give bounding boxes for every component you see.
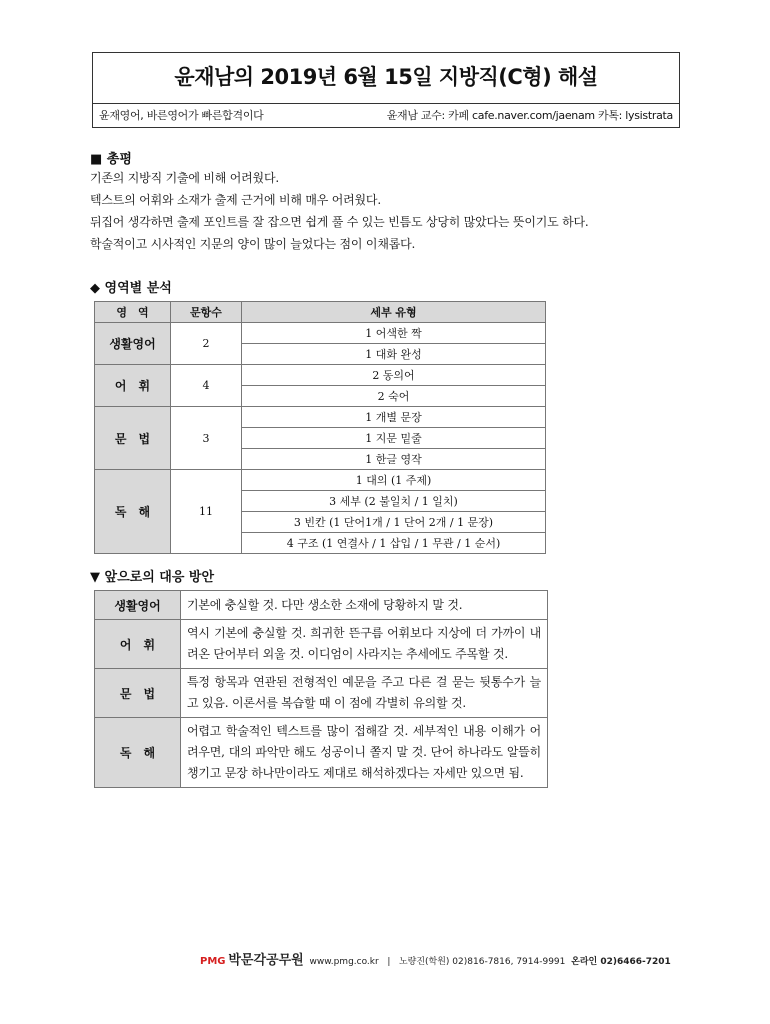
table-row — [95, 591, 548, 620]
slogan: 윤재영어, 바른영어가 빠른합격이다 — [99, 109, 264, 122]
area-name: 문 법 — [95, 407, 171, 470]
table-row — [95, 365, 546, 386]
detail-item: 4 구조 (1 연결사 / 1 삽입 / 1 무관 / 1 순서) — [242, 533, 546, 554]
contact-info: 윤재남 교수: 카페 cafe.naver.com/jaenam 카톡: lysistrata — [386, 109, 673, 122]
header-box — [92, 52, 680, 128]
footer-separator: | — [387, 957, 391, 967]
plan-text: 역시 기본에 충실할 것. 희귀한 뜬구름 어휘보다 지상에 더 가까이 내려온 단어부터 외울 것. 이디엄이 사라지는 추세에도 주목할 것. — [181, 620, 548, 669]
online-contact: 온라인 02)6466-7201 — [571, 957, 671, 967]
area-count: 4 — [171, 365, 242, 407]
detail-item: 3 세부 (2 불일치 / 1 일치) — [242, 491, 546, 512]
plan-heading: ▼ 앞으로의 대응 방안 — [90, 570, 215, 585]
area-count: 11 — [171, 470, 242, 554]
detail-item: 3 빈칸 (1 단어1개 / 1 단어 2개 / 1 문장) — [242, 512, 546, 533]
detail-item: 1 대화 완성 — [242, 344, 546, 365]
plan-text: 특정 항목과 연관된 전형적인 예문을 주고 다른 걸 묻는 뒷통수가 늘고 있음. 이론서를 복습할 때 이 점에 각별히 유의할 것. — [181, 669, 548, 718]
overview-line: 학술적이고 시사적인 지문의 양이 많이 늘었다는 점이 이채롭다. — [90, 237, 416, 251]
area-name: 어 휘 — [95, 365, 171, 407]
detail-item: 1 어색한 짝 — [242, 323, 546, 344]
document-title: 윤재남의 2019년 6월 15일 지방직(C형) 해설 — [174, 65, 598, 89]
detail-item: 2 숙어 — [242, 386, 546, 407]
area-name: 문 법 — [95, 669, 181, 718]
area-name: 독 해 — [95, 718, 181, 788]
analysis-heading: ◆ 영역별 분석 — [90, 281, 172, 296]
area-name: 어 휘 — [95, 620, 181, 669]
detail-item: 1 지문 밑줄 — [242, 428, 546, 449]
detail-item: 2 동의어 — [242, 365, 546, 386]
plan-text: 어렵고 학술적인 텍스트를 많이 접해갈 것. 세부적인 내용 이해가 어려우면, 대의 파악만 해도 성공이니 쫄지 말 것. 단어 하나라도 알뜰히 챙기고 문장 하나만이라도 제대로 해석하겠다는 자세만 있으면 됨. — [181, 718, 548, 788]
detail-item: 1 대의 (1 주제) — [242, 470, 546, 491]
overview-line: 기존의 지방직 기출에 비해 어려웠다. — [90, 171, 279, 185]
table-row — [95, 407, 546, 428]
detail-item: 1 개별 문장 — [242, 407, 546, 428]
header-count: 문항수 — [171, 302, 242, 323]
area-count: 3 — [171, 407, 242, 470]
header-detail: 세부 유형 — [242, 302, 546, 323]
analysis-table — [94, 301, 546, 554]
header-subline — [93, 103, 679, 127]
campus-contact: 노량진(학원) 02)816-7816, 7914-9991 — [398, 957, 566, 967]
footer — [200, 949, 671, 968]
header-area: 영 역 — [95, 302, 171, 323]
plan-text: 기본에 충실할 것. 다만 생소한 소재에 당황하지 말 것. — [181, 591, 548, 620]
overview-line: 뒤집어 생각하면 출제 포인트를 잘 잡으면 쉽게 풀 수 있는 빈틈도 상당히 많았다는 뜻이기도 하다. — [90, 215, 589, 229]
table-row — [95, 470, 546, 491]
table-row — [95, 718, 548, 788]
area-name: 독 해 — [95, 470, 171, 554]
brand-name: 박문각공무원 — [228, 953, 304, 968]
detail-item: 1 한글 영작 — [242, 449, 546, 470]
pmg-logo: PMG — [200, 956, 226, 967]
table-header-row — [95, 302, 546, 323]
table-row — [95, 620, 548, 669]
table-row — [95, 669, 548, 718]
table-row — [95, 323, 546, 344]
overview-line: 텍스트의 어휘와 소재가 출제 근거에 비해 매우 어려웠다. — [90, 193, 381, 207]
area-count: 2 — [171, 323, 242, 365]
area-name: 생활영어 — [95, 591, 181, 620]
area-name: 생활영어 — [95, 323, 171, 365]
website: www.pmg.co.kr — [309, 957, 379, 967]
plan-table — [94, 590, 548, 788]
overview-heading: ■ 총평 — [90, 152, 132, 167]
